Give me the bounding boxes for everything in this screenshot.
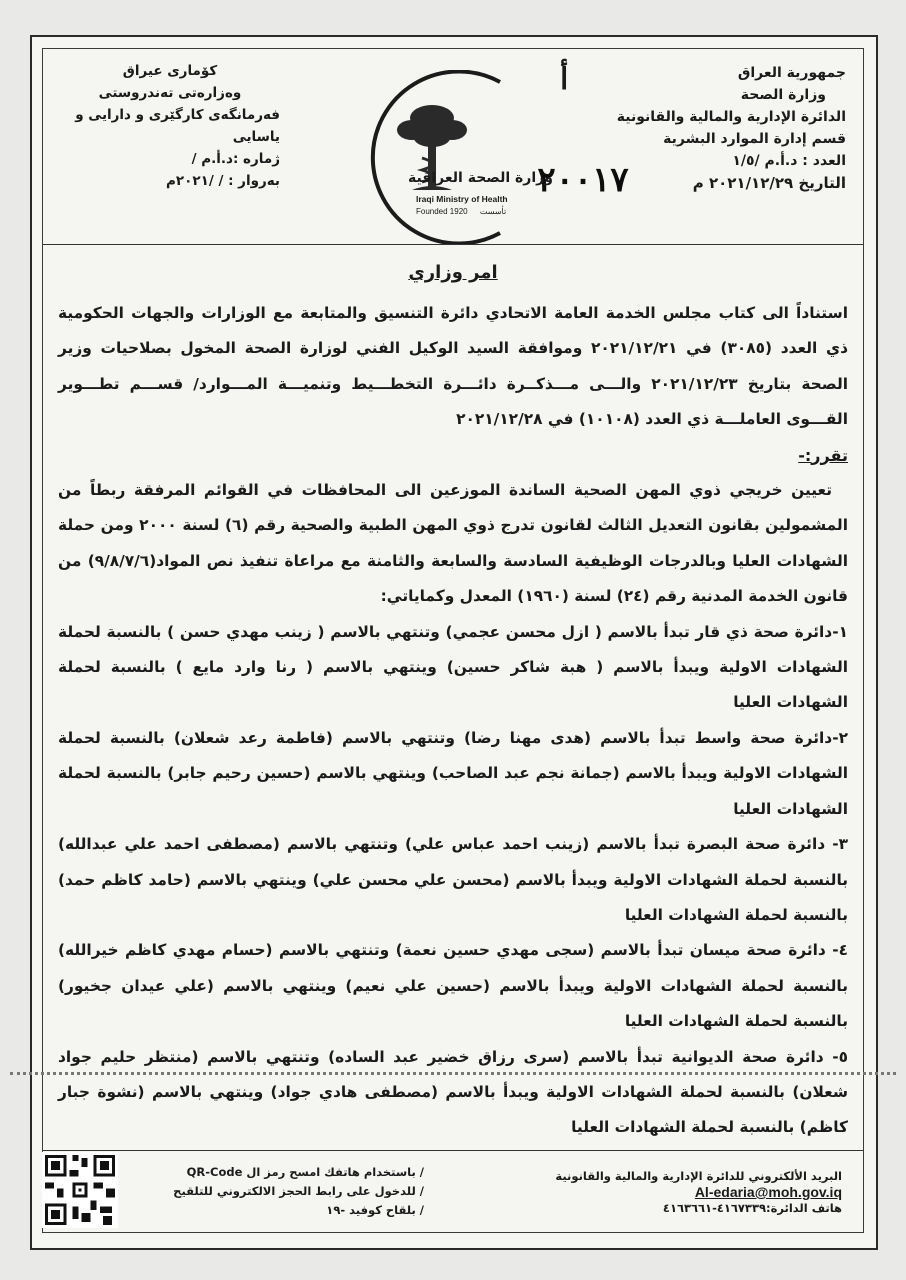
footer-qr-instructions xyxy=(134,1163,424,1220)
header-divider xyxy=(43,244,863,245)
header-ministry: وزارة الصحة xyxy=(740,87,826,103)
handwritten-doc-number: ٢٠٠١٧ xyxy=(537,160,629,200)
scan-fold-line xyxy=(10,1072,896,1075)
header-section: قسم إدارة الموارد البشرية xyxy=(663,131,846,147)
header-country: جمهورية العراق xyxy=(737,65,846,81)
document-title: امر وزاري xyxy=(408,262,498,283)
footer-divider xyxy=(43,1150,863,1151)
header-left xyxy=(60,60,280,192)
logo-english-text: Iraqi Ministry of Health xyxy=(416,194,508,204)
logo-founded xyxy=(416,207,506,216)
header-number: العدد : د.أ.م /١/٥ xyxy=(732,153,846,169)
list-item-1: ١-دائرة صحة ذي قار تبدأ بالاسم ( ازل محسن عجمي) وتنتهي بالاسم ( زينب مهدي حسن ) بالنسبة لحملة الشهادات الاولية ويبدأ بالاسم ( هبة شاكر حسين) وينتهي بالاسم ( رنا وارد مايع ) بالنسبة لحملة الشهادات العليا xyxy=(58,622,848,712)
header-date: التاريخ ٢٠٢١/١٢/٢٩ م xyxy=(692,174,846,192)
qr-instruction-2: / للدخول على رابط الحجز الالكتروني للتلقيح xyxy=(173,1184,424,1198)
decision-paragraph: تعيين خريجي ذوي المهن الصحية الساندة الموزعين الى المحافظات في القوائم المرفقة ربطاً من المشمولين بقانون التعديل الثالث لقانون تدرج ذوي المهن الطبية والصحية رقم (٦) لسنة ٢٠٠٠ ومن حملة الشهادات العليا وبالدرجات الوظيفية السادسة والسابعة والثامنة مع مراعاة تنفيذ نص المواد(٩/٨/٧/٦) من قانون الخدمة المدنية رقم (٢٤) لسنة (١٩٦٠) المعدل وكماياتي: xyxy=(58,481,848,606)
list-item-3: ٣- دائرة صحة البصرة تبدأ بالاسم (زينب احمد عباس علي) وتنتهي بالاسم (مصطفى احمد علي عبدالله) بالنسبة لحملة الشهادات الاولية ويبدأ بالاسم (محسن علي محسن علي) وينتهي بالاسم (حامد كاظم حمد) بالنسبة لحملة الشهادات العليا xyxy=(58,835,848,924)
logo-founded-en: Founded 1920 xyxy=(416,207,468,216)
intro-paragraph: استناداً الى كتاب مجلس الخدمة العامة الاتحادي دائرة التنسيق والمتابعة مع الوزارات والجهات الحكومية ذي العدد (٣٠٨٥) في ٢٠٢١/١٢/٢١ وموافقة السيد الوكيل الفني لوزارة الصحة المخول بصلاحيات وزير الصحة بتاريخ ٢٠٢١/١٢/٢٣ والـــى مـــذكــرة دائـــرة التخطـــيط وتنميـــة المـــوارد/ قســـم تطـــوير القـــوى العاملـــة ذي العدد (١٠١٠٨) في ٢٠٢١/١٢/٢٨ xyxy=(58,304,848,429)
ministry-logo-icon xyxy=(350,70,530,245)
qr-code-icon[interactable] xyxy=(42,1152,118,1228)
footer-contact xyxy=(542,1168,842,1216)
header-department: الدائرة الإدارية والمالية والقانونية xyxy=(616,109,846,125)
footer-email-link[interactable]: Al-edaria@moh.gov.iq xyxy=(694,1184,842,1200)
qr-instruction-3: / بلقاح كوفيد -١٩ xyxy=(326,1203,424,1217)
list-item-5: ٥- دائرة صحة الديوانية تبدأ بالاسم (سرى رزاق خضير عبد الساده) وتنتهي بالاسم (منتظر حليم جواد شعلان) بالنسبة لحملة الشهادات الاولية ويبدأ بالاسم (مصطفى هادي جواد) وينتهي بالاسم (نشوة جبار كاظم) بالنسبة لحملة الشهادات العليا xyxy=(58,1047,848,1137)
footer-phone: هاتف الدائرة:٤١٦٧٣٣٩-٤١٦٣٦٦١ xyxy=(662,1201,842,1215)
list-item-4: ٤- دائرة صحة ميسان تبدأ بالاسم (سجى مهدي حسين نعمة) وتنتهي بالاسم (حسام مهدي كاظم خيرالله) بالنسبة لحملة الشهادات الاولية ويبدأ بالاسم (حسين علي نعيم) وينتهي بالاسم (علي عيدان جخيور) بالنسبة لحملة الشهادات العليا xyxy=(58,941,848,1031)
header-kurdish-number: ژمارە :د.أ.م / xyxy=(191,151,280,167)
header-kurdish-department: فەرمانگەی کارگێری و دارایی و یاسایی xyxy=(75,107,280,145)
footer-email-label: البريد الألكتروني للدائرة الإدارية والمالية والقانونية xyxy=(555,1169,842,1183)
list-item-2: ٢-دائرة صحة واسط تبدأ بالاسم (هدى مهنا رضا) وتنتهي بالاسم (فاطمة رعد شعلان) بالنسبة لحملة الشهادات الاولية ويبدأ بالاسم (جمانة نجم عبد الصاحب) وينتهي بالاسم (حسين رحيم جابر) بالنسبة لحملة الشهادات العليا xyxy=(58,728,848,818)
document-body xyxy=(58,296,848,1146)
logo-arabic-text: وزارة الصحة العراقية xyxy=(408,170,553,186)
logo-founded-ar: تأسست xyxy=(479,207,507,216)
header-kurdish-country: كۆماری عیراق xyxy=(122,63,218,79)
header-kurdish-ministry: وەزارەتی تەندروستی xyxy=(98,85,242,101)
header-kurdish-date: بەروار : / /٢٠٢١م xyxy=(165,173,280,189)
handwritten-mark: أ xyxy=(560,62,569,97)
qr-instruction-1: / باستخدام هاتفك امسح رمز ال QR-Code xyxy=(186,1165,424,1179)
decided-label: تقرر:- xyxy=(798,445,848,465)
